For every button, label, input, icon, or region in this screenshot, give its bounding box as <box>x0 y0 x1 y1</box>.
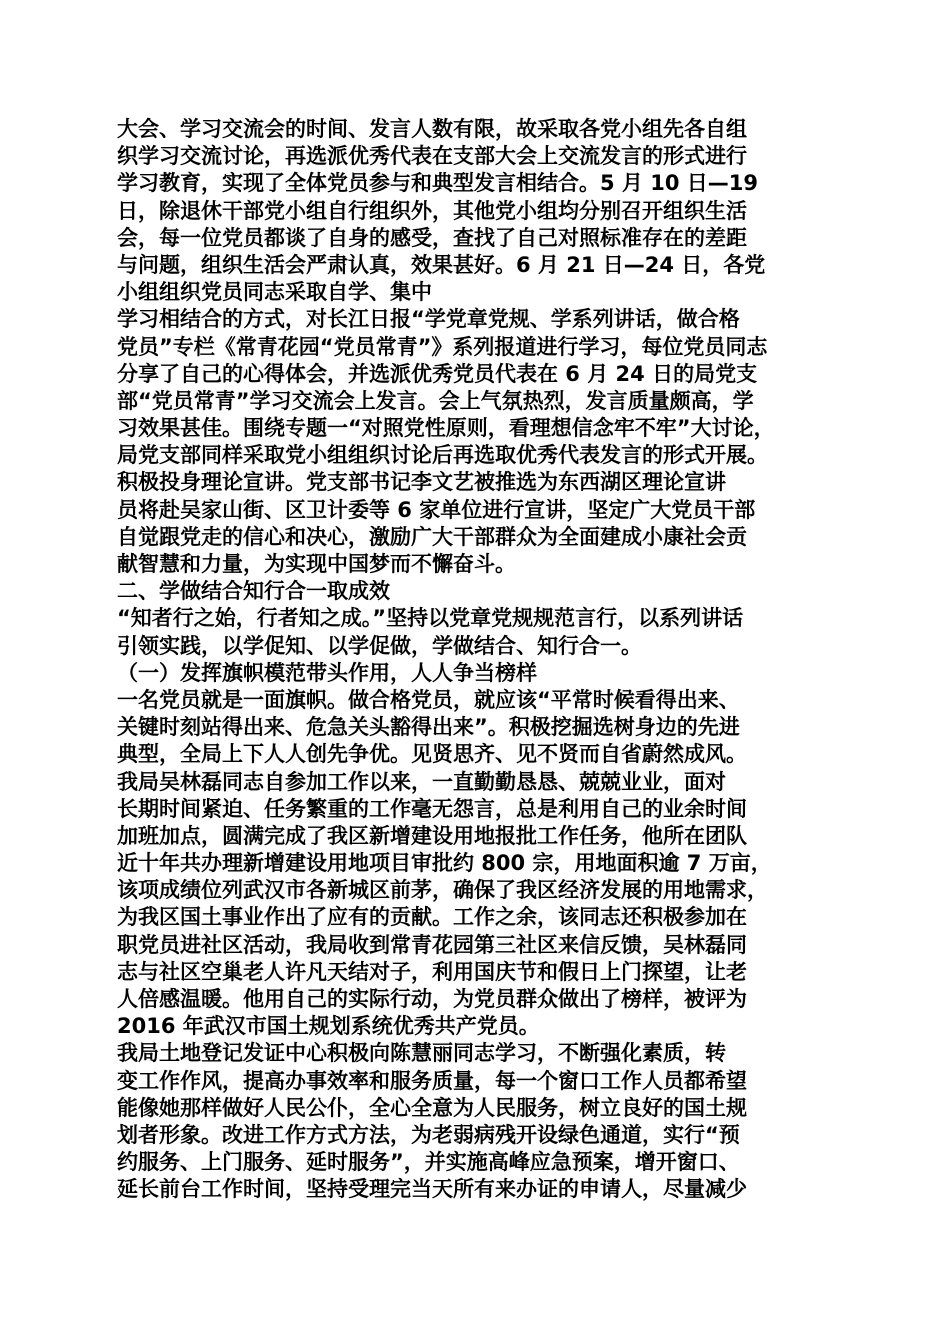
text-line: 部“党员常青”学习交流会上发言。会上气氛热烈，发言质量颇高，学 <box>117 388 754 413</box>
text-line: 小组组织党员同志采取自学、集中 <box>117 280 432 305</box>
text-line: 二、学做结合知行合一取成效 <box>117 579 390 604</box>
text-line: “知者行之始，行者知之成。”坚持以党章党规规范言行，以系列讲话 <box>117 606 744 631</box>
text-line: 我局土地登记发证中心积极向陈慧丽同志学习，不断强化素质，转 <box>117 1041 726 1066</box>
text-line: 划者形象。改进工作方式方法，为老弱病残开设绿色通道，实行“预 <box>117 1122 740 1147</box>
document-body <box>117 116 847 1204</box>
text-line: 加班加点，圆满完成了我区新增建设用地报批工作任务，他所在团队 <box>117 823 747 848</box>
text-line: 会，每一位党员都谈了自身的感受，查找了自己对照标准存在的差距 <box>117 225 747 250</box>
text-line: 2016 年武汉市国土规划系统优秀共产党员。 <box>117 1014 540 1039</box>
text-line: 职党员进社区活动，我局收到常青花园第三社区来信反馈，吴林磊同 <box>117 932 747 957</box>
text-line: 人倍感温暖。他用自己的实际行动，为党员群众做出了榜样，被评为 <box>117 987 747 1011</box>
text-line: 学习教育，实现了全体党员参与和典型发言相结合。5 月 10 日—19 <box>117 171 758 196</box>
text-line: 积极投身理论宣讲。党支部书记李文艺被推选为东西湖区理论宣讲 <box>117 470 726 495</box>
text-line: 与问题，组织生活会严肃认真，效果甚好。6 月 21 日—24 日，各党 <box>117 252 766 277</box>
text-line: 局党支部同样采取党小组组织讨论后再选取优秀代表发言的形式开展。 <box>117 443 768 468</box>
text-line: 能像她那样做好人民公仆，全心全意为人民服务，树立良好的国土规 <box>117 1095 747 1120</box>
text-line: 变工作作风，提高办事效率和服务质量，每一个窗口工作人员都希望 <box>117 1068 747 1093</box>
text-line: 日，除退休干部党小组自行组织外，其他党小组均分别召开组织生活 <box>117 198 747 223</box>
text-line: 该项成绩位列武汉市各新城区前茅，确保了我区经济发展的用地需求， <box>117 878 768 903</box>
text-line: （一）发挥旗帜模范带头作用，人人争当榜样 <box>117 660 537 685</box>
text-line: 志与社区空巢老人许凡天结对子，利用国庆节和假日上门探望，让老 <box>117 959 747 984</box>
text-line: 延长前台工作时间，坚持受理完当天所有来办证的申请人，尽量减少 <box>117 1177 747 1202</box>
text-line: 分享了自己的心得体会，并选派优秀党员代表在 6 月 24 日的局党支 <box>117 361 758 386</box>
text-line: 一名党员就是一面旗帜。做合格党员，就应该“平常时候看得出来、 <box>117 687 740 712</box>
text-line: 织学习交流讨论，再选派优秀代表在支部大会上交流发言的形式进行 <box>117 144 747 169</box>
text-line: 引领实践，以学促知、以学促做，学做结合、知行合一。 <box>117 633 642 658</box>
text-line: 约服务、上门服务、延时服务”，并实施高峰应急预案，增开窗口、 <box>117 1150 740 1175</box>
text-line: 习效果甚佳。围绕专题一“对照党性原则，看理想信念牢不牢”大讨论， <box>117 416 775 441</box>
text-line: 自觉跟党走的信心和决心，激励广大干部群众为全面建成小康社会贡 <box>117 524 747 549</box>
text-line: 近十年共办理新增建设用地项目审批约 800 宗，用地面积逾 7 万亩， <box>117 851 772 876</box>
text-line: 典型，全局上下人人创先争优。见贤思齐、见不贤而自省蔚然成风。 <box>117 742 747 767</box>
text-line: 员将赴吴家山街、区卫计委等 6 家单位进行宣讲，坚定广大党员干部 <box>117 497 756 522</box>
text-line: 献智慧和力量，为实现中国梦而不懈奋斗。 <box>117 552 516 576</box>
text-line: 大会、学习交流会的时间、发言人数有限，故采取各党小组先各自组 <box>117 117 747 141</box>
text-line: 我局吴林磊同志自参加工作以来，一直勤勤恳恳、兢兢业业，面对 <box>117 769 726 794</box>
text-line: 关键时刻站得出来、危急关头豁得出来”。积极挖掘选树身边的先进 <box>117 715 740 740</box>
text-line: 为我区国土事业作出了应有的贡献。工作之余，该同志还积极参加在 <box>117 905 747 930</box>
text-line: 学习相结合的方式，对长江日报“学党章党规、学系列讲话，做合格 <box>117 307 740 332</box>
text-line: 长期时间紧迫、任务繁重的工作毫无怨言，总是利用自己的业余时间 <box>117 796 747 821</box>
text-line: 党员”专栏《常青花园“党员常青”》系列报道进行学习，每位党员同志 <box>117 334 768 359</box>
